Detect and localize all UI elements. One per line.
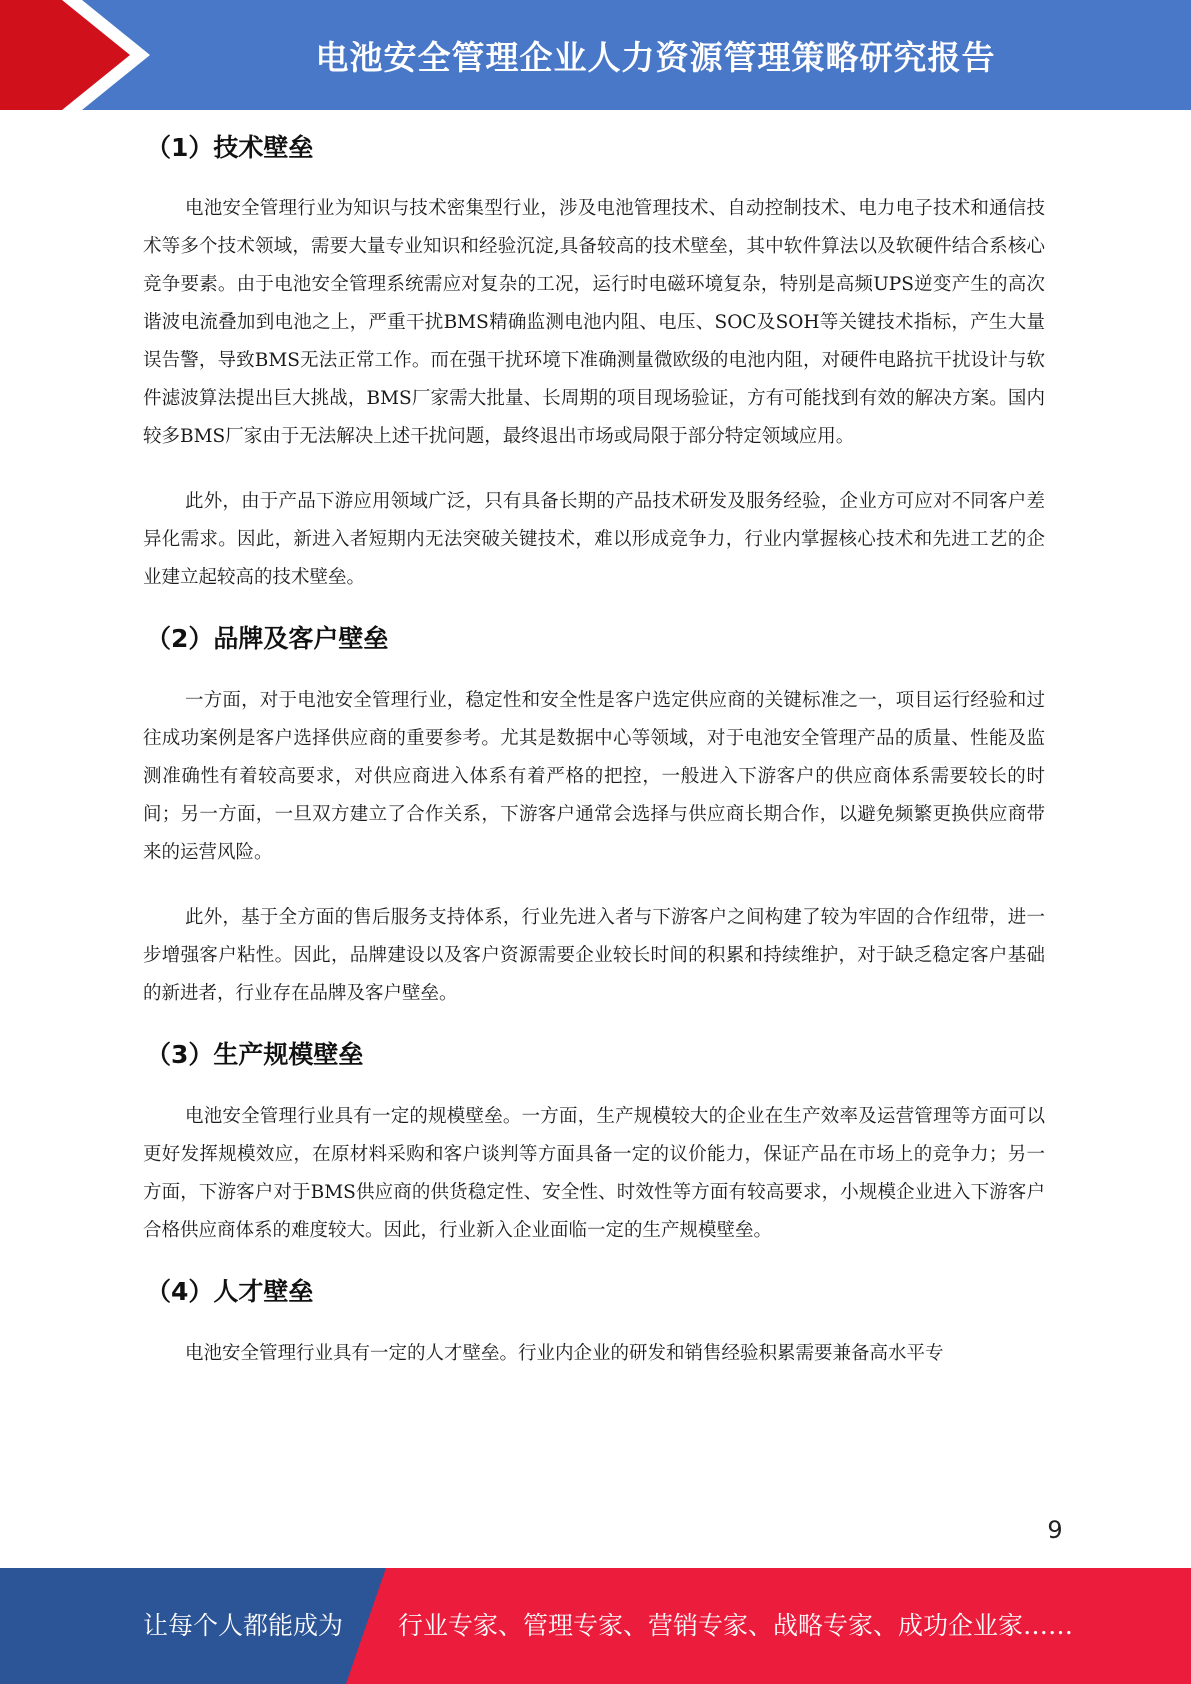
paragraph: 此外，由于产品下游应用领域广泛，只有具备长期的产品技术研发及服务经验，企业方可应对不同客户差异化需求。因此，新进入者短期内无法突破关键技术，难以形成竞争力，行业内掌握核心技术和先进工艺的企业建立起较高的技术壁垒。 bbox=[143, 491, 1045, 588]
header-title: 电池安全管理企业人力资源管理策略研究报告 bbox=[315, 37, 996, 77]
section-technical-barrier bbox=[143, 118, 1045, 597]
section-production-scale-barrier bbox=[143, 1025, 1045, 1250]
paragraph: 电池安全管理行业具有一定的人才壁垒。行业内企业的研发和销售经验积累需要兼备高水平专 bbox=[185, 1343, 944, 1364]
page-header bbox=[0, 0, 1191, 110]
page-number: 9 bbox=[1047, 1516, 1063, 1544]
section-heading: （3）生产规模壁垒 bbox=[146, 1040, 364, 1069]
footer-slogan-left: 让每个人都能成为 bbox=[143, 1611, 344, 1640]
paragraph: 此外，基于全方面的售后服务支持体系，行业先进入者与下游客户之间构建了较为牢固的合作纽带，进一步增强客户粘性。因此，品牌建设以及客户资源需要企业较长时间的积累和持续维护，对于缺乏稳定客户基础的新进者，行业存在品牌及客户壁垒。 bbox=[143, 907, 1045, 1004]
section-brand-customer-barrier bbox=[143, 609, 1045, 1013]
page-footer bbox=[0, 1568, 1191, 1684]
paragraph: 电池安全管理行业具有一定的规模壁垒。一方面，生产规模较大的企业在生产效率及运营管理等方面可以更好发挥规模效应，在原材料采购和客户谈判等方面具备一定的议价能力，保证产品在市场上的竞争力；另一方面，下游客户对于BMS供应商的供货稳定性、安全性、时效性等方面有较高要求，小规模企业进入下游客户合格供应商体系的难度较大。因此，行业新入企业面临一定的生产规模壁垒。 bbox=[143, 1106, 1045, 1241]
section-heading: （4）人才壁垒 bbox=[146, 1277, 314, 1306]
section-heading: （1）技术壁垒 bbox=[146, 133, 314, 162]
footer-slogan-right: 行业专家、管理专家、营销专家、战略专家、成功企业家…… bbox=[398, 1611, 1074, 1640]
paragraph: 电池安全管理行业为知识与技术密集型行业，涉及电池管理技术、自动控制技术、电力电子技术和通信技术等多个技术领域，需要大量专业知识和经验沉淀,具备较高的技术壁垒，其中软件算法以及软硬件结合系核心竞争要素。由于电池安全管理系统需应对复杂的工况，运行时电磁环境复杂，特别是高频UPS逆变产生的高次谐波电流叠加到电池之上，严重干扰BMS精确监测电池内阻、电压、SOC及SOH等关键技术指标，产生大量误告警，导致BMS无法正常工作。而在强干扰环境下准确测量微欧级的电池内阻，对硬件电路抗干扰设计与软件滤波算法提出巨大挑战，BMS厂家需大批量、长周期的项目现场验证，方有可能找到有效的解决方案。国内较多BMS厂家由于无法解决上述干扰问题，最终退出市场或局限于部分特定领域应用。 bbox=[143, 198, 1045, 447]
section-heading: （2）品牌及客户壁垒 bbox=[146, 624, 389, 653]
section-talent-barrier bbox=[143, 1262, 1045, 1373]
header-red-arrow-decoration bbox=[0, 0, 150, 110]
paragraph: 一方面，对于电池安全管理行业，稳定性和安全性是客户选定供应商的关键标准之一，项目运行经验和过往成功案例是客户选择供应商的重要参考。尤其是数据中心等领域，对于电池安全管理产品的质量、性能及监测准确性有着较高要求，对供应商进入体系有着严格的把控，一般进入下游客户的供应商体系需要较长的时间；另一方面，一旦双方建立了合作关系，下游客户通常会选择与供应商长期合作，以避免频繁更换供应商带来的运营风险。 bbox=[143, 690, 1045, 863]
document-body bbox=[143, 118, 1045, 1373]
